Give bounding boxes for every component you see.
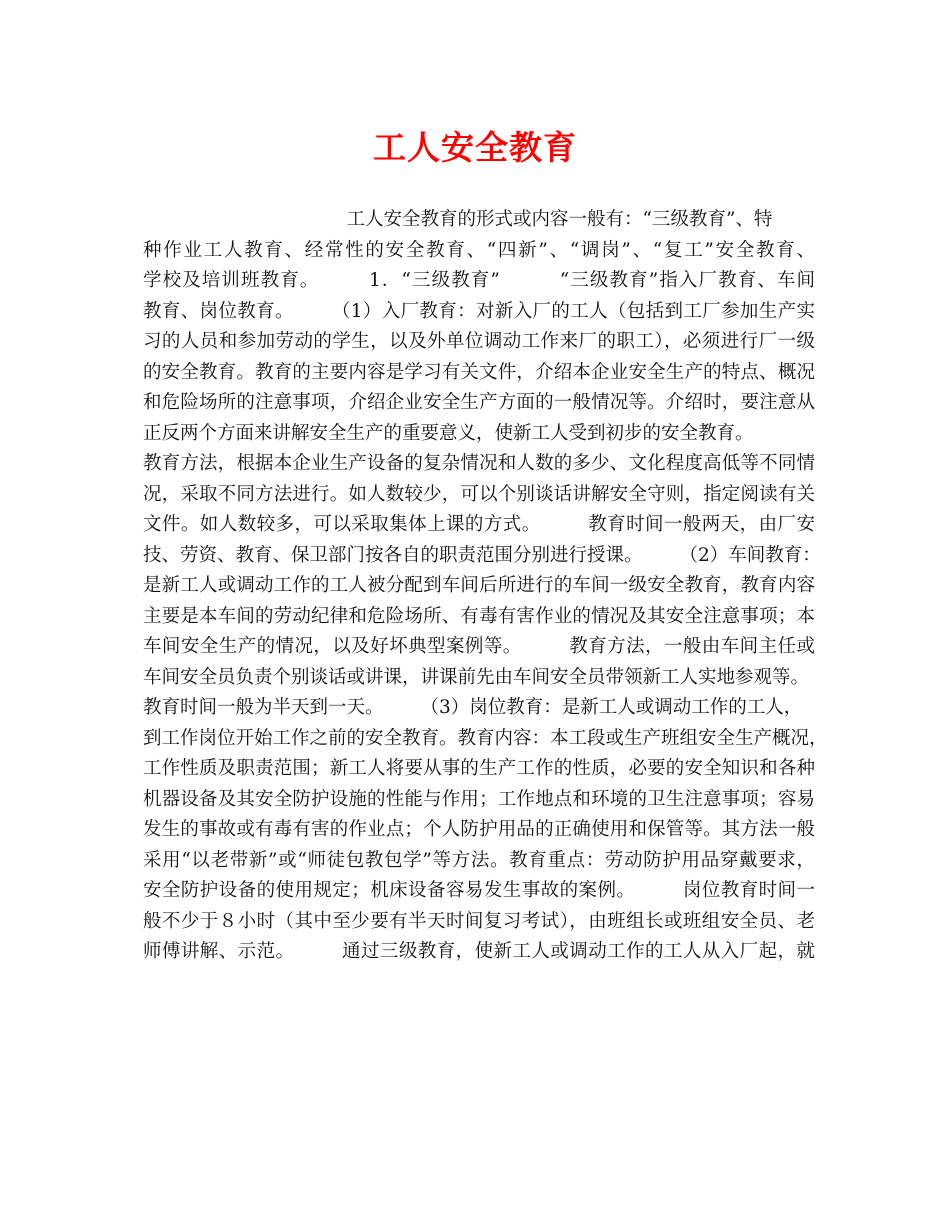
body-line: 主要是本车间的劳动纪律和危险场所、有毒有害作业的情况及其安全注意事项；本: [143, 605, 815, 627]
body-line: 教育方法，根据本企业生产设备的复杂情况和人数的多少、文化程度高低等不同情: [143, 453, 815, 474]
body-line: 车间安全员负责个别谈话或讲课，讲课前先由车间安全员带领新工人实地参观等。: [143, 666, 810, 688]
body-line: 机器设备及其安全防护设施的性能与作用；工作地点和环境的卫生注意事项；容易: [143, 788, 815, 810]
body-line: 习的人员和参加劳动的学生，以及外单位调动工作来厂的职工），必须进行厂一级: [143, 331, 815, 352]
body-line: 般不少于８小时（其中至少要有半天时间复习考试），由班组长或班组安全员、老: [143, 910, 815, 932]
body-line: 到工作岗位开始工作之前的安全教育。教育内容：本工段或生产班组安全生产概况，: [143, 727, 828, 749]
document-title: 工人安全教育: [373, 128, 577, 167]
body-line: 采用“以老带新”或“师徒包教包学”等方法。教育重点：劳动防护用品穿戴要求，: [143, 849, 815, 871]
body-line: 师傅讲解、示范。 通过三级教育，使新工人或调动工作的工人从入厂起，就: [143, 941, 815, 962]
body-line: 和危险场所的注意事项，介绍企业安全生产方面的一般情况等。介绍时，要注意从: [143, 392, 815, 413]
body-line: 是新工人或调动工作的工人被分配到车间后所进行的车间一级安全教育，教育内容: [143, 575, 815, 596]
body-line: 文件。如人数较多，可以采取集体上课的方式。 教育时间一般两天，由厂安: [143, 514, 815, 535]
body-line: 工人安全教育的形式或内容一般有：“三级教育”、特: [143, 209, 773, 230]
body-line: 的安全教育。教育的主要内容是学习有关文件，介绍本企业安全生产的特点、概况: [143, 361, 815, 383]
body-line: 安全防护设备的使用规定；机床设备容易发生事故的案例。 岗位教育时间一: [143, 880, 815, 901]
body-line: 种作业工人教育、经常性的安全教育、“四新”、“调岗”、“复工”安全教育、: [143, 239, 815, 261]
body-line: 学校及培训班教育。 1．“三级教育” “三级教育”指入厂教育、车间: [143, 270, 815, 291]
body-line: 技、劳资、教育、保卫部门按各自的职责范围分别进行授课。 （2）车间教育：: [143, 544, 821, 566]
body-line: 教育时间一般为半天到一天。 （3）岗位教育：是新工人或调动工作的工人，: [143, 697, 803, 718]
document-body: [143, 205, 828, 968]
body-line: 况，采取不同方法进行。如人数较少，可以个别谈话讲解安全守则，指定阅读有关: [143, 483, 815, 505]
body-line: 教育、岗位教育。 （1）入厂教育：对新入厂的工人（包括到工厂参加生产实: [143, 300, 815, 322]
body-line: 正反两个方面来讲解安全生产的重要意义，使新工人受到初步的安全教育。: [143, 422, 754, 444]
body-line: 发生的事故或有毒有害的作业点；个人防护用品的正确使用和保管等。其方法一般: [143, 819, 815, 840]
body-line: 车间安全生产的情况，以及好坏典型案例等。 教育方法，一般由车间主任或: [143, 636, 815, 657]
body-line: 工作性质及职责范围；新工人将要从事的生产工作的性质，必要的安全知识和各种: [143, 758, 815, 779]
